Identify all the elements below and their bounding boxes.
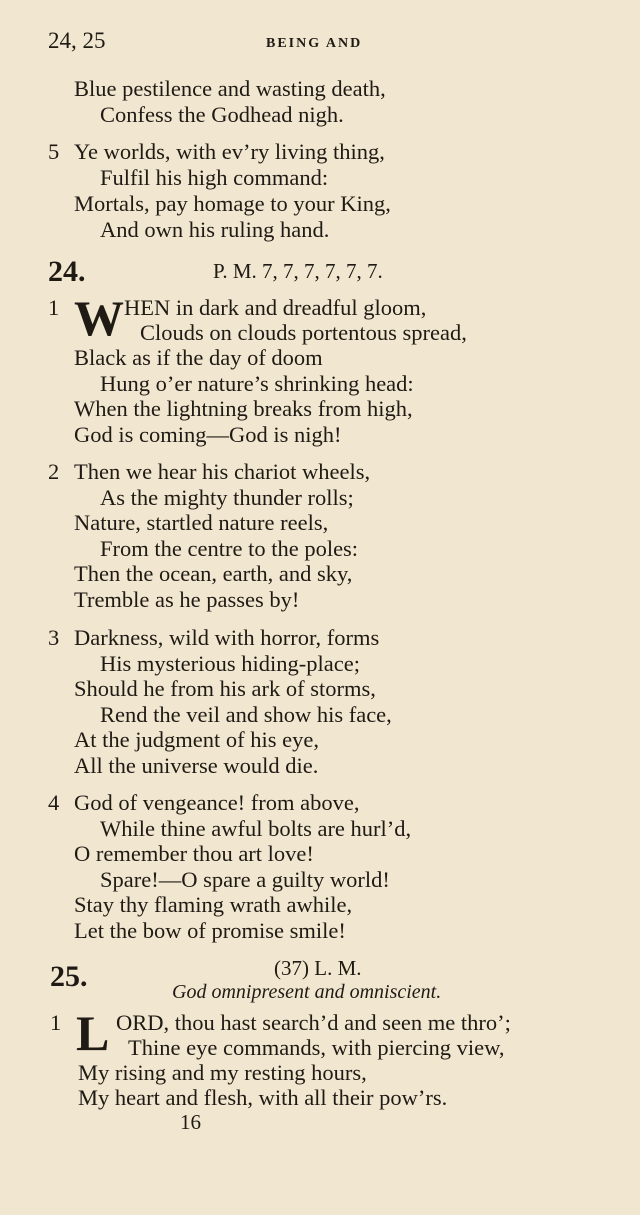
verse-line: Then the ocean, earth, and sky,: [74, 561, 353, 586]
verse-line: Mortals, pay homage to your King,: [74, 191, 391, 216]
verse-line: Hung o’er nature’s shrinking head:: [100, 371, 414, 396]
verse-line: HEN in dark and dreadful gloom,: [124, 295, 427, 320]
verse-line: Then we hear his chariot wheels,: [74, 459, 371, 484]
verse-line: His mysterious hiding-place;: [100, 651, 360, 676]
continuation-line: Blue pestilence and wasting death,: [74, 76, 386, 101]
verse-number: 5: [48, 139, 60, 164]
verse-number: 1: [48, 295, 60, 320]
verse-line: All the universe would die.: [74, 753, 319, 778]
verse-number: 3: [48, 625, 60, 650]
hymn-number: 25.: [50, 960, 88, 993]
page-header: [48, 28, 588, 58]
verse-line: God of vengeance! from above,: [74, 790, 360, 815]
verse-line: Ye worlds, with ev’ry living thing,: [74, 139, 385, 164]
verse-line: Thine eye commands, with piercing view,: [128, 1035, 505, 1060]
verse-line: At the judgment of his eye,: [74, 727, 319, 752]
verse-line: Fulfil his high command:: [100, 165, 329, 190]
verse-line: Darkness, wild with horror, forms: [74, 625, 380, 650]
verse-line: My rising and my resting hours,: [78, 1060, 367, 1085]
verse-line: Nature, startled nature reels,: [74, 510, 329, 535]
verse-line: Should he from his ark of storms,: [74, 676, 376, 701]
drop-cap: W: [74, 290, 124, 346]
verse-line: Stay thy flaming wrath awhile,: [74, 892, 353, 917]
hymn-meter: (37) L. M.: [274, 956, 362, 980]
verse-line: When the lightning breaks from high,: [74, 396, 413, 421]
verse-line: My heart and flesh, with all their pow’rs.: [78, 1085, 448, 1110]
verse-line: O remember thou art love!: [74, 841, 314, 866]
hymn-meter: P. M. 7, 7, 7, 7, 7, 7.: [213, 259, 383, 283]
verse-line: And own his ruling hand.: [100, 217, 330, 242]
continuation-line: Confess the Godhead nigh.: [100, 102, 344, 127]
verse-line: From the centre to the poles:: [100, 536, 359, 561]
verse-number: 1: [50, 1010, 62, 1035]
drop-cap: L: [76, 1005, 110, 1061]
hymn-subtitle: God omnipresent and omniscient.: [172, 981, 442, 1003]
verse-line: As the mighty thunder rolls;: [100, 485, 354, 510]
verse-line: Spare!—O spare a guilty world!: [100, 867, 390, 892]
verse-line: ORD, thou hast search’d and seen me thro’;: [116, 1010, 511, 1035]
verse-line: Clouds on clouds portentous spread,: [140, 320, 467, 345]
verse-line: While thine awful bolts are hurl’d,: [100, 816, 412, 841]
verse-line: Rend the veil and show his face,: [100, 702, 392, 727]
hymn-number: 24.: [48, 255, 86, 288]
verse-number: 4: [48, 790, 60, 815]
verse-line: Black as if the day of doom: [74, 345, 323, 370]
signature-mark: 16: [180, 1110, 201, 1134]
verse-number: 2: [48, 459, 60, 484]
verse-line: Let the bow of promise smile!: [74, 918, 346, 943]
verse-line: Tremble as he passes by!: [74, 587, 300, 612]
page-numbers: 24, 25: [48, 28, 106, 53]
running-title: BEING AND: [266, 36, 363, 51]
verse-line: God is coming—God is nigh!: [74, 422, 342, 447]
